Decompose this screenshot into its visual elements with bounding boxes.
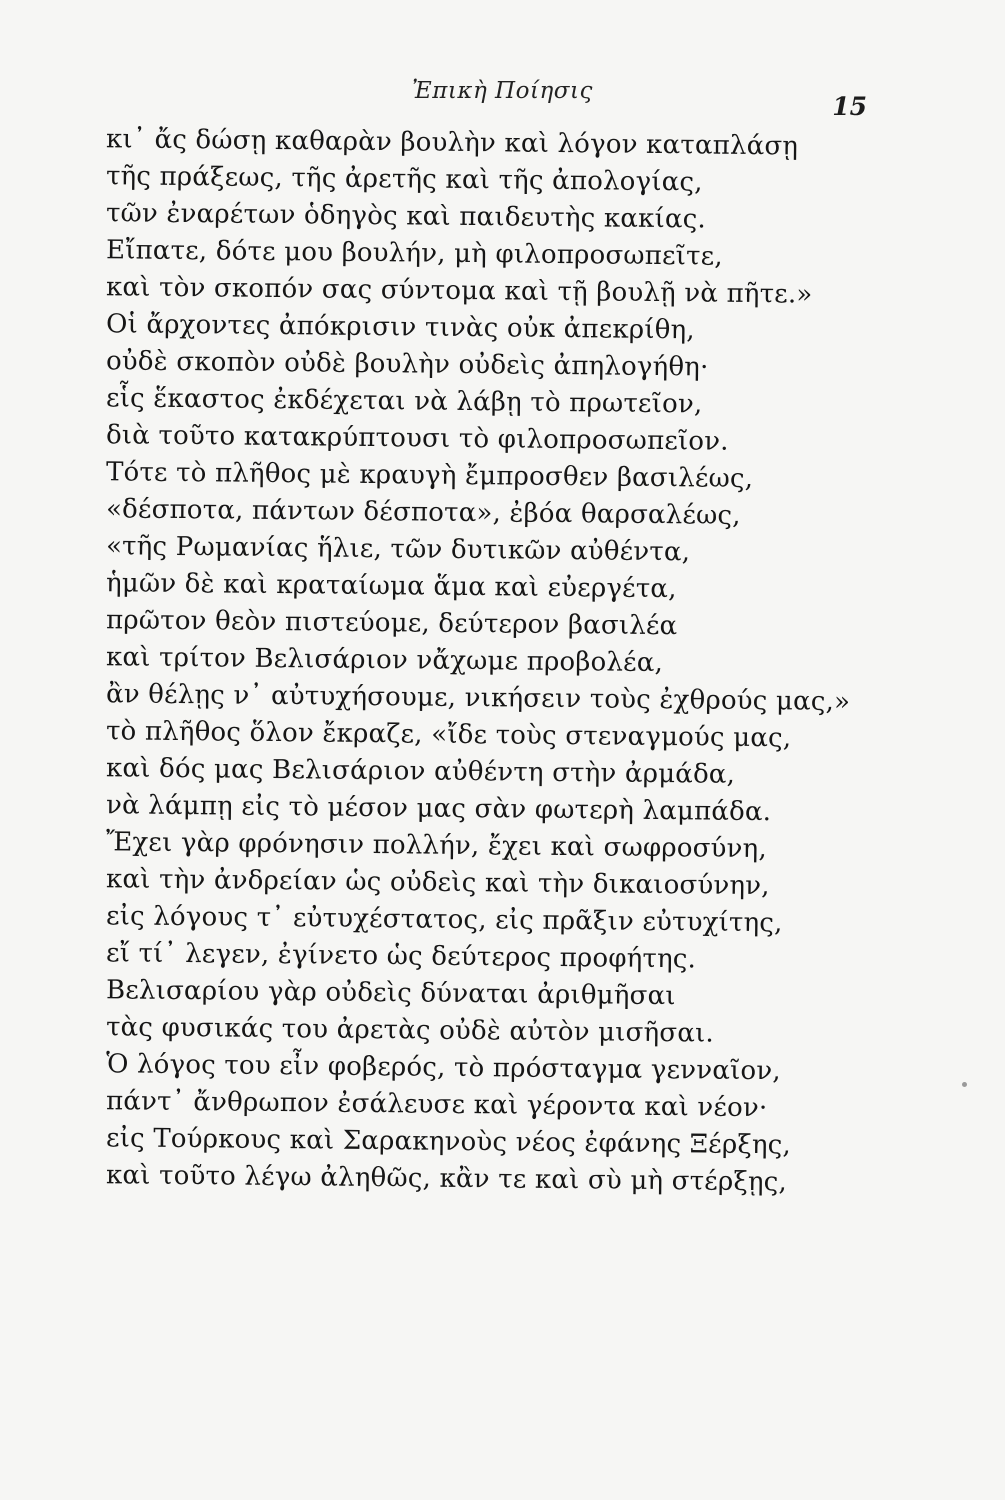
verse-line: καὶ δός μας Βελισάριον αὐθέντη στὴν ἀρμάδα, xyxy=(105,753,736,790)
verse-line: καὶ τρίτον Βελισάριον νἄχωμε προβολέα, xyxy=(105,642,664,679)
verse-line: καὶ τοῦτο λέγω ἀληθῶς, κἂν τε καὶ σὺ μὴ στέρξῃς, xyxy=(105,1160,788,1198)
verse-line: «τῆς Ρωμανίας ἥλιε, τῶν δυτικῶν αὐθέντα, xyxy=(105,531,691,568)
page-number: 15 xyxy=(832,92,867,121)
verse-line: εἷς ἕκαστος ἐκδέχεται νὰ λάβῃ τὸ πρωτεῖον, xyxy=(105,383,703,420)
verse-line: Ἔχει γὰρ φρόνησιν πολλήν, ἔχει καὶ σωφροσύνη, xyxy=(105,827,768,865)
verse-line: εἰς λόγους τ᾿ εὐτυχέστατος, εἰς πρᾶξιν εὐτυχίτης, xyxy=(105,901,783,939)
verse-line: Ὁ λόγος του εἶν φοβερός, τὸ πρόσταγμα γενναῖον, xyxy=(105,1049,781,1087)
verse-block xyxy=(105,124,851,1198)
verse-line: Οἱ ἄρχοντες ἀπόκρισιν τινὰς οὐκ ἀπεκρίθη, xyxy=(105,309,695,346)
verse-line: εἴ τί᾿ λεγεν, ἐγίνετο ὡς δεύτερος προφήτης. xyxy=(105,938,697,975)
verse-line: τῶν ἐναρέτων ὁδηγὸς καὶ παιδευτὴς κακίας. xyxy=(105,198,707,235)
verse-line: πάντ᾿ ἄνθρωπον ἐσάλευσε καὶ γέροντα καὶ νέον· xyxy=(105,1086,768,1124)
verse-line: νὰ λάμπῃ εἰς τὸ μέσον μας σὰν φωτερὴ λαμπάδα. xyxy=(105,790,772,828)
verse-line: Τότε τὸ πλῆθος μὲ κραυγὴ ἔμπροσθεν βασιλέως, xyxy=(105,457,754,495)
verse-line: τὸ πλῆθος ὅλον ἔκραζε, «ἴδε τοὺς στεναγμούς μας, xyxy=(105,716,792,754)
running-title: Ἐπικὴ Ποίησις xyxy=(412,78,593,104)
verse-line: ἡμῶν δὲ καὶ κραταίωμα ἅμα καὶ εὐεργέτα, xyxy=(105,568,677,605)
verse-line: ἂν θέλῃς ν᾿ αὐτυχήσουμε, νικήσειν τοὺς ἐχθρούς μας,» xyxy=(105,679,851,718)
verse-line: καὶ τὴν ἀνδρείαν ὡς οὐδεὶς καὶ τὴν δικαιοσύνην, xyxy=(105,864,770,902)
verse-line: οὐδὲ σκοπὸν οὐδὲ βουλὴν οὐδεὶς ἀπηλογήθη· xyxy=(105,346,709,383)
verse-line: «δέσποτα, πάντων δέσποτα», ἐβόα θαρσαλέως, xyxy=(105,494,741,531)
verse-line: Εἴπατε, δότε μου βουλήν, μὴ φιλοπροσωπεῖτε, xyxy=(105,235,724,272)
verse-line: τῆς πράξεως, τῆς ἀρετῆς καὶ τῆς ἀπολογίας, xyxy=(105,161,703,198)
verse-line: κι᾿ ἄς δώσῃ καθαρὰν βουλὴν καὶ λόγον καταπλάσῃ xyxy=(105,124,799,162)
verse-line: τὰς φυσικάς του ἀρετὰς οὐδὲ αὐτὸν μισῆσαι. xyxy=(105,1012,715,1049)
verse-line: διὰ τοῦτο κατακρύπτουσι τὸ φιλοπροσωπεῖον. xyxy=(105,420,729,457)
paper-speck xyxy=(962,1082,967,1087)
verse-line: εἰς Τούρκους καὶ Σαρακηνοὺς νέος ἐφάνης Ξέρξης, xyxy=(105,1123,792,1161)
verse-line: καὶ τὸν σκοπόν σας σύντομα καὶ τῇ βουλῇ νὰ πῆτε.» xyxy=(105,272,813,310)
verse-line: πρῶτον θεὸν πιστεύομε, δεύτερον βασιλέα xyxy=(105,605,678,642)
verse-line: Βελισαρίου γὰρ οὐδεὶς δύναται ἀριθμῆσαι xyxy=(105,975,676,1012)
